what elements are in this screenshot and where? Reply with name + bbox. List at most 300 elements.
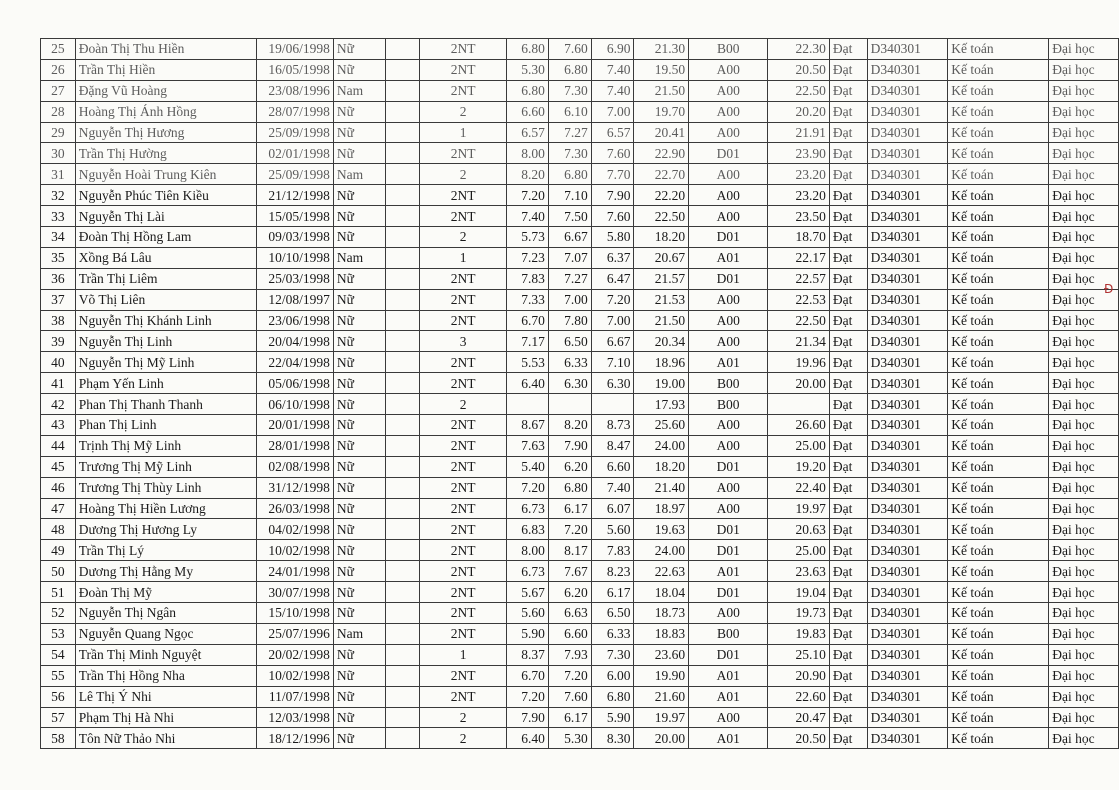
cell-blank	[385, 59, 420, 80]
cell-area: 2NT	[420, 686, 507, 707]
cell-major: Kế toán	[948, 728, 1049, 749]
table-row	[41, 623, 1119, 644]
cell-score-1: 7.23	[507, 247, 549, 268]
cell-area: 2NT	[420, 80, 507, 101]
cell-name: Hoàng Thị Ánh Hồng	[75, 101, 256, 122]
table-row	[41, 582, 1119, 603]
cell-score-1: 7.90	[507, 707, 549, 728]
cell-gender: Nam	[333, 247, 385, 268]
cell-score-2: 6.63	[548, 603, 591, 624]
cell-blank	[385, 101, 420, 122]
cell-gender: Nữ	[333, 143, 385, 164]
cell-major: Kế toán	[948, 540, 1049, 561]
cell-level: Đại học	[1049, 561, 1119, 582]
cell-score-1: 5.60	[507, 603, 549, 624]
cell-final-score: 23.20	[768, 164, 830, 185]
cell-score-1: 6.83	[507, 519, 549, 540]
cell-dob: 10/10/1998	[257, 247, 334, 268]
cell-score-3: 6.60	[591, 456, 634, 477]
cell-gender: Nữ	[333, 665, 385, 686]
cell-major-code: D340301	[867, 644, 948, 665]
cell-major-code: D340301	[867, 728, 948, 749]
cell-major: Kế toán	[948, 498, 1049, 519]
cell-area: 2NT	[420, 561, 507, 582]
cell-area: 2NT	[420, 477, 507, 498]
cell-stt: 47	[41, 498, 76, 519]
cell-blank	[385, 331, 420, 352]
cell-score-3: 8.47	[591, 435, 634, 456]
cell-major-code: D340301	[867, 477, 948, 498]
cell-major: Kế toán	[948, 707, 1049, 728]
cell-score-2: 7.50	[548, 206, 591, 227]
cell-blank	[385, 519, 420, 540]
cell-area: 2	[420, 728, 507, 749]
cell-dob: 15/05/1998	[257, 206, 334, 227]
table-row	[41, 498, 1119, 519]
cell-score-1: 7.33	[507, 289, 549, 310]
cell-major-code: D340301	[867, 289, 948, 310]
cell-level: Đại học	[1049, 352, 1119, 373]
cell-major-code: D340301	[867, 561, 948, 582]
cell-result: Đạt	[829, 101, 867, 122]
cell-major: Kế toán	[948, 310, 1049, 331]
cell-stt: 50	[41, 561, 76, 582]
cell-name: Trần Thị Hiền	[75, 59, 256, 80]
cell-final-score: 18.70	[768, 227, 830, 248]
cell-area: 2NT	[420, 373, 507, 394]
cell-score-1: 5.30	[507, 59, 549, 80]
cell-score-1: 7.40	[507, 206, 549, 227]
cell-final-score: 20.00	[768, 373, 830, 394]
cell-level: Đại học	[1049, 373, 1119, 394]
cell-major: Kế toán	[948, 39, 1049, 60]
cell-major: Kế toán	[948, 247, 1049, 268]
cell-final-score: 22.57	[768, 268, 830, 289]
cell-major-code: D340301	[867, 373, 948, 394]
cell-score-1: 7.20	[507, 185, 549, 206]
cell-area: 2	[420, 164, 507, 185]
table-row	[41, 39, 1119, 60]
cell-total: 21.50	[634, 310, 689, 331]
cell-blank	[385, 707, 420, 728]
cell-gender: Nữ	[333, 59, 385, 80]
cell-score-1: 6.73	[507, 498, 549, 519]
cell-gender: Nữ	[333, 101, 385, 122]
cell-major: Kế toán	[948, 456, 1049, 477]
cell-dob: 20/02/1998	[257, 644, 334, 665]
cell-score-2: 6.50	[548, 331, 591, 352]
cell-name: Phan Thị Linh	[75, 415, 256, 436]
cell-score-2: 6.60	[548, 623, 591, 644]
cell-final-score: 20.90	[768, 665, 830, 686]
cell-major-code: D340301	[867, 456, 948, 477]
cell-stt: 32	[41, 185, 76, 206]
cell-major-code: D340301	[867, 394, 948, 415]
cell-score-2: 7.27	[548, 268, 591, 289]
cell-gender: Nữ	[333, 206, 385, 227]
table-row	[41, 206, 1119, 227]
cell-score-2: 6.67	[548, 227, 591, 248]
cell-final-score: 22.30	[768, 39, 830, 60]
cell-gender: Nữ	[333, 394, 385, 415]
cell-total: 21.50	[634, 80, 689, 101]
cell-gender: Nữ	[333, 686, 385, 707]
table-row	[41, 728, 1119, 749]
table-row	[41, 456, 1119, 477]
cell-dob: 02/08/1998	[257, 456, 334, 477]
cell-area: 2NT	[420, 39, 507, 60]
cell-gender: Nữ	[333, 289, 385, 310]
cell-score-1: 5.73	[507, 227, 549, 248]
cell-name: Đoàn Thị Thu Hiền	[75, 39, 256, 60]
cell-score-3: 7.83	[591, 540, 634, 561]
cell-level: Đại học	[1049, 415, 1119, 436]
cell-blank	[385, 644, 420, 665]
cell-area: 2	[420, 227, 507, 248]
cell-total: 24.00	[634, 540, 689, 561]
cell-major: Kế toán	[948, 665, 1049, 686]
cell-total: 17.93	[634, 394, 689, 415]
cell-block: A01	[689, 561, 768, 582]
cell-area: 2NT	[420, 435, 507, 456]
cell-level: Đại học	[1049, 122, 1119, 143]
cell-blank	[385, 373, 420, 394]
cell-result: Đạt	[829, 206, 867, 227]
cell-major: Kế toán	[948, 101, 1049, 122]
cell-major: Kế toán	[948, 331, 1049, 352]
cell-dob: 25/09/1998	[257, 164, 334, 185]
cell-final-score: 22.50	[768, 80, 830, 101]
cell-total: 19.70	[634, 101, 689, 122]
cell-major-code: D340301	[867, 352, 948, 373]
table-row	[41, 80, 1119, 101]
cell-dob: 10/02/1998	[257, 540, 334, 561]
cell-major-code: D340301	[867, 80, 948, 101]
cell-level: Đại học	[1049, 456, 1119, 477]
cell-total: 19.90	[634, 665, 689, 686]
cell-score-1: 6.73	[507, 561, 549, 582]
cell-name: Phan Thị Thanh Thanh	[75, 394, 256, 415]
cell-block: A00	[689, 415, 768, 436]
cell-gender: Nữ	[333, 185, 385, 206]
cell-result: Đạt	[829, 561, 867, 582]
cell-level: Đại học	[1049, 435, 1119, 456]
table-row	[41, 310, 1119, 331]
cell-level: Đại học	[1049, 164, 1119, 185]
cell-score-2: 7.27	[548, 122, 591, 143]
cell-area: 2NT	[420, 498, 507, 519]
cell-name: Trịnh Thị Mỹ Linh	[75, 435, 256, 456]
cell-area: 2	[420, 101, 507, 122]
cell-level: Đại học	[1049, 101, 1119, 122]
cell-major: Kế toán	[948, 477, 1049, 498]
table-row	[41, 603, 1119, 624]
cell-major: Kế toán	[948, 373, 1049, 394]
cell-score-1: 5.90	[507, 623, 549, 644]
cell-gender: Nữ	[333, 519, 385, 540]
cell-final-score: 23.50	[768, 206, 830, 227]
table-row	[41, 686, 1119, 707]
cell-blank	[385, 665, 420, 686]
table-row	[41, 59, 1119, 80]
cell-stt: 39	[41, 331, 76, 352]
cell-major-code: D340301	[867, 247, 948, 268]
cell-level: Đại học	[1049, 268, 1119, 289]
cell-result: Đạt	[829, 331, 867, 352]
cell-major: Kế toán	[948, 394, 1049, 415]
cell-dob: 28/07/1998	[257, 101, 334, 122]
cell-block: A00	[689, 603, 768, 624]
cell-level: Đại học	[1049, 665, 1119, 686]
cell-major-code: D340301	[867, 122, 948, 143]
cell-area: 2NT	[420, 540, 507, 561]
cell-major: Kế toán	[948, 352, 1049, 373]
cell-major-code: D340301	[867, 603, 948, 624]
cell-block: D01	[689, 644, 768, 665]
cell-dob: 23/08/1996	[257, 80, 334, 101]
cell-total: 23.60	[634, 644, 689, 665]
cell-total: 19.50	[634, 59, 689, 80]
cell-score-3: 7.10	[591, 352, 634, 373]
cell-final-score: 22.60	[768, 686, 830, 707]
cell-final-score	[768, 394, 830, 415]
cell-block: D01	[689, 582, 768, 603]
cell-result: Đạt	[829, 352, 867, 373]
cell-stt: 57	[41, 707, 76, 728]
cell-major: Kế toán	[948, 603, 1049, 624]
cell-final-score: 19.83	[768, 623, 830, 644]
cell-name: Phạm Thị Hà Nhi	[75, 707, 256, 728]
cell-total: 18.20	[634, 227, 689, 248]
cell-score-3: 6.90	[591, 39, 634, 60]
cell-area: 3	[420, 331, 507, 352]
cell-score-2: 7.10	[548, 185, 591, 206]
cell-dob: 19/06/1998	[257, 39, 334, 60]
cell-score-2: 6.80	[548, 477, 591, 498]
cell-result: Đạt	[829, 519, 867, 540]
cell-major: Kế toán	[948, 561, 1049, 582]
cell-major-code: D340301	[867, 498, 948, 519]
cell-name: Trương Thị Mỹ Linh	[75, 456, 256, 477]
cell-total: 21.40	[634, 477, 689, 498]
table-row	[41, 227, 1119, 248]
cell-score-3: 6.50	[591, 603, 634, 624]
cell-name: Hoàng Thị Hiền Lương	[75, 498, 256, 519]
cell-dob: 12/03/1998	[257, 707, 334, 728]
cell-score-2: 7.07	[548, 247, 591, 268]
table-row	[41, 394, 1119, 415]
cell-total: 18.20	[634, 456, 689, 477]
cell-block: B00	[689, 394, 768, 415]
cell-score-3: 7.00	[591, 101, 634, 122]
cell-score-2: 7.60	[548, 686, 591, 707]
cell-result: Đạt	[829, 185, 867, 206]
cell-major: Kế toán	[948, 59, 1049, 80]
cell-name: Nguyễn Thị Linh	[75, 331, 256, 352]
cell-dob: 28/01/1998	[257, 435, 334, 456]
cell-major: Kế toán	[948, 415, 1049, 436]
cell-dob: 05/06/1998	[257, 373, 334, 394]
cell-area: 1	[420, 122, 507, 143]
cell-major: Kế toán	[948, 206, 1049, 227]
cell-dob: 09/03/1998	[257, 227, 334, 248]
cell-blank	[385, 39, 420, 60]
cell-dob: 15/10/1998	[257, 603, 334, 624]
cell-score-2: 8.20	[548, 415, 591, 436]
cell-area: 1	[420, 644, 507, 665]
cell-major-code: D340301	[867, 582, 948, 603]
cell-name: Nguyễn Thị Hương	[75, 122, 256, 143]
cell-gender: Nữ	[333, 415, 385, 436]
cell-result: Đạt	[829, 122, 867, 143]
cell-name: Tôn Nữ Thảo Nhi	[75, 728, 256, 749]
cell-score-3: 6.57	[591, 122, 634, 143]
cell-score-1: 5.67	[507, 582, 549, 603]
cell-blank	[385, 80, 420, 101]
cell-area: 2NT	[420, 206, 507, 227]
cell-dob: 20/01/1998	[257, 415, 334, 436]
cell-level: Đại học	[1049, 185, 1119, 206]
cell-major-code: D340301	[867, 39, 948, 60]
cell-score-2: 6.30	[548, 373, 591, 394]
cell-block: A00	[689, 80, 768, 101]
cell-major-code: D340301	[867, 519, 948, 540]
cell-score-1: 6.70	[507, 310, 549, 331]
cell-gender: Nữ	[333, 268, 385, 289]
cell-level: Đại học	[1049, 310, 1119, 331]
cell-score-1: 6.60	[507, 101, 549, 122]
cell-block: D01	[689, 519, 768, 540]
cell-stt: 35	[41, 247, 76, 268]
cell-name: Đoàn Thị Hồng Lam	[75, 227, 256, 248]
cell-score-2: 6.20	[548, 582, 591, 603]
cell-block: D01	[689, 540, 768, 561]
cell-level: Đại học	[1049, 80, 1119, 101]
cell-result: Đạt	[829, 435, 867, 456]
cell-major-code: D340301	[867, 331, 948, 352]
cell-stt: 46	[41, 477, 76, 498]
cell-dob: 25/09/1998	[257, 122, 334, 143]
cell-score-2: 6.10	[548, 101, 591, 122]
cell-major-code: D340301	[867, 310, 948, 331]
cell-result: Đạt	[829, 373, 867, 394]
cell-score-1: 8.67	[507, 415, 549, 436]
cell-major: Kế toán	[948, 623, 1049, 644]
cell-score-1: 6.57	[507, 122, 549, 143]
cell-total: 18.97	[634, 498, 689, 519]
table-row	[41, 477, 1119, 498]
cell-result: Đạt	[829, 80, 867, 101]
cell-block: A00	[689, 331, 768, 352]
cell-blank	[385, 623, 420, 644]
cell-total: 21.57	[634, 268, 689, 289]
table-row	[41, 122, 1119, 143]
cell-block: A00	[689, 477, 768, 498]
cell-result: Đạt	[829, 644, 867, 665]
cell-gender: Nữ	[333, 310, 385, 331]
cell-block: B00	[689, 39, 768, 60]
cell-total: 20.41	[634, 122, 689, 143]
cell-level: Đại học	[1049, 394, 1119, 415]
cell-area: 2NT	[420, 456, 507, 477]
cell-result: Đạt	[829, 39, 867, 60]
cell-name: Trần Thị Hường	[75, 143, 256, 164]
cell-total: 18.96	[634, 352, 689, 373]
cell-dob: 30/07/1998	[257, 582, 334, 603]
cell-blank	[385, 415, 420, 436]
cell-blank	[385, 603, 420, 624]
cell-gender: Nữ	[333, 227, 385, 248]
cell-result: Đạt	[829, 59, 867, 80]
cell-stt: 52	[41, 603, 76, 624]
cell-score-3: 8.30	[591, 728, 634, 749]
table-row	[41, 164, 1119, 185]
cell-blank	[385, 352, 420, 373]
cell-total: 19.63	[634, 519, 689, 540]
cell-blank	[385, 310, 420, 331]
cell-level: Đại học	[1049, 247, 1119, 268]
cell-major: Kế toán	[948, 122, 1049, 143]
cell-final-score: 19.73	[768, 603, 830, 624]
cell-score-3: 7.60	[591, 143, 634, 164]
cell-score-2	[548, 394, 591, 415]
cell-blank	[385, 728, 420, 749]
cell-dob: 10/02/1998	[257, 665, 334, 686]
cell-total: 19.00	[634, 373, 689, 394]
cell-result: Đạt	[829, 686, 867, 707]
cell-final-score: 20.20	[768, 101, 830, 122]
table-row	[41, 519, 1119, 540]
cell-score-3: 6.67	[591, 331, 634, 352]
cell-blank	[385, 247, 420, 268]
cell-level: Đại học	[1049, 728, 1119, 749]
cell-level: Đại học	[1049, 289, 1119, 310]
cell-final-score: 25.10	[768, 644, 830, 665]
cell-score-2: 7.60	[548, 39, 591, 60]
cell-final-score: 22.40	[768, 477, 830, 498]
cell-block: A01	[689, 728, 768, 749]
cell-name: Trần Thị Liêm	[75, 268, 256, 289]
cell-gender: Nữ	[333, 456, 385, 477]
cell-major: Kế toán	[948, 289, 1049, 310]
cell-result: Đạt	[829, 623, 867, 644]
cell-result: Đạt	[829, 603, 867, 624]
cell-score-2: 6.17	[548, 498, 591, 519]
table-row	[41, 101, 1119, 122]
cell-result: Đạt	[829, 164, 867, 185]
cell-major: Kế toán	[948, 582, 1049, 603]
cell-dob: 04/02/1998	[257, 519, 334, 540]
cell-score-2: 6.33	[548, 352, 591, 373]
cell-score-2: 8.17	[548, 540, 591, 561]
cell-total: 22.63	[634, 561, 689, 582]
cell-stt: 34	[41, 227, 76, 248]
cell-final-score: 19.96	[768, 352, 830, 373]
cell-score-1: 6.80	[507, 39, 549, 60]
cell-stt: 25	[41, 39, 76, 60]
cell-score-3: 7.70	[591, 164, 634, 185]
cell-total: 18.83	[634, 623, 689, 644]
cell-block: D01	[689, 456, 768, 477]
cell-final-score: 20.63	[768, 519, 830, 540]
cell-final-score: 26.60	[768, 415, 830, 436]
cell-blank	[385, 582, 420, 603]
cell-score-1: 7.63	[507, 435, 549, 456]
cell-blank	[385, 206, 420, 227]
cell-major: Kế toán	[948, 686, 1049, 707]
cell-dob: 25/07/1996	[257, 623, 334, 644]
cell-result: Đạt	[829, 394, 867, 415]
